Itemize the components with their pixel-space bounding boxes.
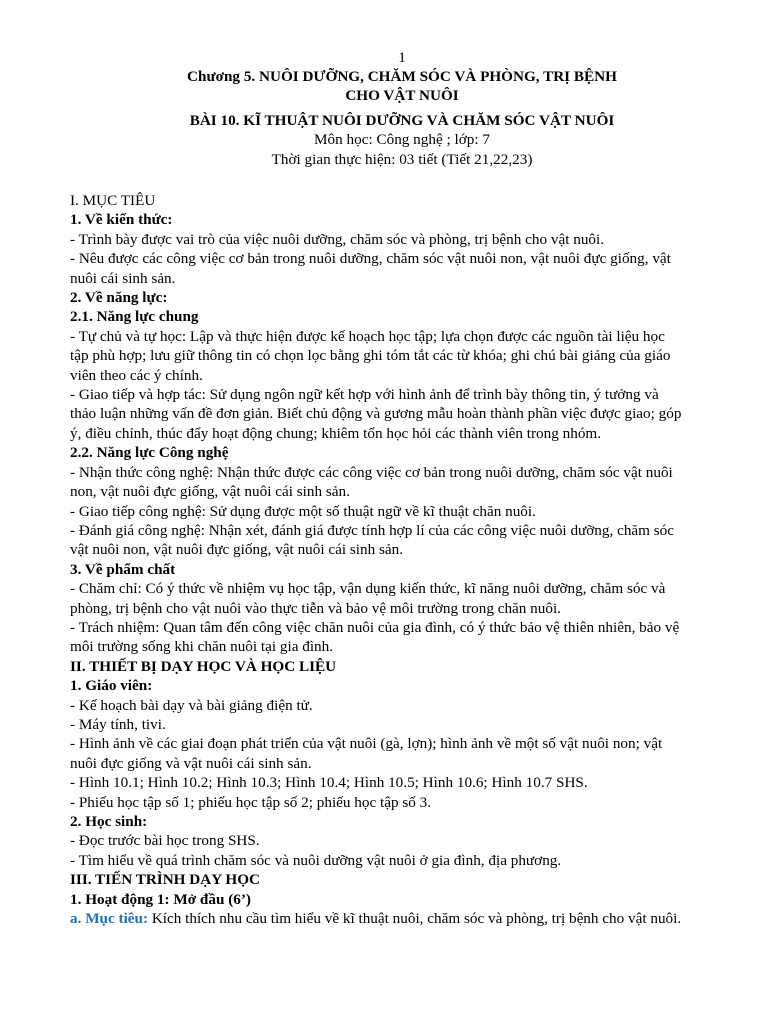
body-text-line: ý, điều chỉnh, thúc đẩy hoạt động chung; khiêm tốn học hỏi các thành viên trong nhóm.: [70, 424, 602, 442]
objective-label: a. Mục tiêu:: [70, 910, 149, 928]
body-text-line: - Tự chủ và tự học: Lập và thực hiện được kế hoạch học tập; lựa chọn được các nguồn tài liệu học: [70, 327, 665, 345]
body-text-line: phòng, trị bệnh cho vật nuôi vào thực tiễn và bảo vệ môi trường trong chăn nuôi.: [70, 599, 561, 617]
subject-line: Môn học: Công nghệ ; lớp: 7: [314, 131, 490, 149]
duration-line: Thời gian thực hiện: 03 tiết (Tiết 21,22,23): [271, 150, 533, 168]
chapter-title-line2: CHO VẬT NUÔI: [345, 87, 459, 105]
body-text-line: nuôi đực giống và vật nuôi cái sinh sản.: [70, 754, 312, 772]
section-heading: II. THIẾT BỊ DẠY HỌC VÀ HỌC LIỆU: [70, 657, 337, 675]
document-header: [0, 67, 768, 169]
body-text-line: - Hình ảnh về các giai đoạn phát triển của vật nuôi (gà, lợn); hình ảnh về một số vật nuôi non; vật: [70, 735, 663, 753]
body-text-line: - Giao tiếp và hợp tác: Sử dụng ngôn ngữ kết hợp với hình ảnh để trình bày thông tin, ý tưởng và: [70, 386, 659, 404]
body-text-line: - Tìm hiểu về quá trình chăm sóc và nuôi dưỡng vật nuôi ở gia đình, địa phương.: [70, 851, 562, 869]
body-text-line: - Giao tiếp công nghệ: Sử dụng được một số thuật ngữ về kĩ thuật chăn nuôi.: [70, 502, 536, 520]
document-body: [70, 191, 740, 928]
chapter-title-line1: Chương 5. NUÔI DƯỠNG, CHĂM SÓC VÀ PHÒNG, TRỊ BỆNH: [187, 68, 617, 85]
body-text-line: vật nuôi non, vật nuôi đực giống, vật nuôi cái sinh sản.: [70, 541, 404, 559]
body-text-line: - Đọc trước bài học trong SHS.: [70, 832, 260, 850]
lesson-title: BÀI 10. KĨ THUẬT NUÔI DƯỠNG VÀ CHĂM SÓC VẬT NUÔI: [189, 111, 615, 129]
body-text-line: - Trình bày được vai trò của việc nuôi dưỡng, chăm sóc và phòng, trị bệnh cho vật nuôi.: [70, 230, 605, 248]
body-text-line: tập phù hợp; lưu giữ thông tin có chọn lọc bằng ghi tóm tắt các từ khóa; ghi chú bài giảng của giáo: [70, 347, 671, 365]
section-heading: 1. Hoạt động 1: Mở đầu (6’): [70, 890, 251, 908]
body-text-line: - Đánh giá công nghệ: Nhận xét, đánh giá được tính hợp lí của các công việc nuôi dưỡng, chăm sóc: [70, 521, 675, 539]
section-heading: 1. Giáo viên:: [70, 677, 153, 695]
body-text-line: - Chăm chỉ: Có ý thức về nhiệm vụ học tập, vận dụng kiến thức, kĩ năng nuôi dưỡng, chăm sóc và: [70, 580, 666, 598]
body-text-line: viên theo các ý chính.: [70, 366, 203, 384]
objective-text: Kích thích nhu cầu tìm hiểu về kĩ thuật nuôi, chăm sóc và phòng, trị bệnh cho vật nuôi.: [148, 910, 682, 928]
body-text-line: môi trường sống khi chăn nuôi tại gia đình.: [70, 638, 334, 656]
body-text-line: - Trách nhiệm: Quan tâm đến công việc chăn nuôi của gia đình, có ý thức bảo vệ thiên nhiên, bảo vệ: [70, 618, 680, 636]
body-lines: [70, 191, 740, 909]
body-text-line: - Kế hoạch bài dạy và bài giảng điện tử.: [70, 696, 313, 714]
section-heading: 3. Về phẩm chất: [70, 560, 176, 578]
body-text-line: - Nêu được các công việc cơ bản trong nuôi dưỡng, chăm sóc vật nuôi non, vật nuôi đực giống, vật: [70, 250, 671, 268]
body-text-line: - Phiếu học tập số 1; phiếu học tập số 2; phiếu học tập số 3.: [70, 793, 432, 811]
objective-line: [70, 909, 740, 928]
body-text-line: - Hình 10.1; Hình 10.2; Hình 10.3; Hình 10.4; Hình 10.5; Hình 10.6; Hình 10.7 SHS.: [70, 774, 588, 792]
section-heading: III. TIẾN TRÌNH DẠY HỌC: [70, 871, 261, 889]
page-number: 1: [398, 49, 406, 66]
section-heading: 2. Học sinh:: [70, 813, 148, 830]
body-text-line: thảo luận những vấn đề đơn giản. Biết chủ động và gương mẫu hoàn thành phần việc được giao; góp: [70, 405, 682, 423]
section-heading: 2.1. Năng lực chung: [70, 308, 199, 326]
section-heading: 1. Về kiến thức:: [70, 211, 173, 229]
body-text-line: non, vật nuôi đực giống, vật nuôi cái sinh sản.: [70, 483, 350, 501]
body-text-line: I. MỤC TIÊU: [70, 192, 156, 209]
body-text-line: nuôi cái sinh sản.: [70, 269, 176, 287]
section-heading: 2.2. Năng lực Công nghệ: [70, 444, 229, 462]
section-heading: 2. Về năng lực:: [70, 289, 168, 307]
body-text-line: - Nhận thức công nghệ: Nhận thức được các công việc cơ bản trong nuôi dưỡng, chăm sóc vật nuôi: [70, 463, 673, 481]
body-text-line: - Máy tính, tivi.: [70, 715, 166, 733]
